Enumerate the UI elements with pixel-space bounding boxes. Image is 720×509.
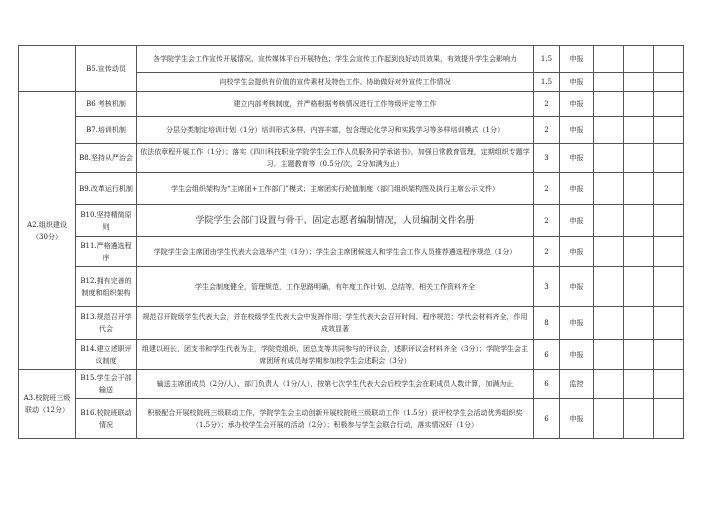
table-row: [19, 399, 684, 439]
score-cell: 2: [534, 205, 560, 237]
blank-cell: [594, 370, 624, 399]
category-cell: A3.校院班三级联动（12分）: [19, 370, 76, 439]
score-cell: 2: [534, 237, 560, 267]
blank-cell: [654, 267, 684, 307]
blank-cell: [594, 173, 624, 205]
table-row: [19, 92, 684, 117]
method-cell: 申报: [560, 173, 594, 205]
blank-cell: [624, 117, 654, 144]
blank-cell: [594, 73, 624, 92]
blank-cell: [624, 237, 654, 267]
table-row: [19, 307, 684, 340]
method-cell: 申报: [560, 117, 594, 144]
blank-cell: [624, 46, 654, 73]
blank-cell: [594, 340, 624, 370]
blank-cell: [654, 173, 684, 205]
item-cell: B16.校院班联动情况: [76, 399, 137, 439]
score-cell: 3: [534, 267, 560, 307]
blank-cell: [624, 205, 654, 237]
criteria-cell: 各学院学生会工作宣传开展情况、宣传媒体平台开展特色；学生会宣传工作起到良好动员效果，有效提升学生会影响力: [137, 46, 534, 73]
score-cell: 2: [534, 117, 560, 144]
criteria-cell: 向校学生会提供有价值的宣传素材及特色工作、协助做好对外宣传工作情况: [137, 73, 534, 92]
blank-cell: [594, 92, 624, 117]
score-cell: 2: [534, 173, 560, 205]
blank-cell: [654, 73, 684, 92]
category-cell: [19, 46, 76, 92]
item-cell: B11.严格遴选程序: [76, 237, 137, 267]
method-cell: 申报: [560, 92, 594, 117]
score-cell: 8: [534, 307, 560, 340]
table-row: [19, 144, 684, 173]
blank-cell: [624, 340, 654, 370]
method-cell: 监控: [560, 370, 594, 399]
blank-cell: [624, 307, 654, 340]
item-cell: B6 考核机制: [76, 92, 137, 117]
table-row: [19, 237, 684, 267]
evaluation-table: [18, 45, 684, 439]
blank-cell: [654, 117, 684, 144]
score-cell: 6: [534, 399, 560, 439]
blank-cell: [654, 307, 684, 340]
blank-cell: [654, 205, 684, 237]
table-row: [19, 173, 684, 205]
blank-cell: [654, 340, 684, 370]
item-cell: B7.培训机制: [76, 117, 137, 144]
blank-cell: [654, 370, 684, 399]
blank-cell: [624, 267, 654, 307]
blank-cell: [654, 46, 684, 73]
criteria-cell: 依法依章程开展工作（1分）；落实《四川科技职业学院学生会工作人员服务同学承诺书》，加强日常教育管理，定期组织专题学习、主题教育等（0.5分/次，2分加满为止）: [137, 144, 534, 173]
item-cell: B13.规范召开学代会: [76, 307, 137, 340]
blank-cell: [624, 92, 654, 117]
criteria-cell: 分层分类制定培训计划（1分）培训形式多样，内容丰富，包含理论化学习和实践学习等多样培训模式（1分）: [137, 117, 534, 144]
method-cell: 申报: [560, 340, 594, 370]
blank-cell: [594, 307, 624, 340]
item-cell: B15.学生会干部输送: [76, 370, 137, 399]
category-cell: A2.组织建设（30分）: [19, 92, 76, 370]
criteria-cell: 积极配合开展校院班三级联动工作，学院学生会主动创新开展校院班三级联动工作（1.5分）获评校学生会活动优秀组织奖（1.5分）；承办校学生会开展的活动（2分）；积极参与学生会联合行动，落实情况好（1分）: [137, 399, 534, 439]
criteria-cell: 规范召开院级学生代表大会，并在校级学生代表大会中发挥作用；学生代表大会召开时间、程序规范；学代会材料齐全，作用成效显著: [137, 307, 534, 340]
item-cell: B12.拥有完善的制度和组织架构: [76, 267, 137, 307]
score-cell: 3: [534, 144, 560, 173]
score-cell: 1.5: [534, 73, 560, 92]
method-cell: 申报: [560, 267, 594, 307]
method-cell: 申报: [560, 307, 594, 340]
method-cell: 申报: [560, 73, 594, 92]
blank-cell: [654, 399, 684, 439]
blank-cell: [654, 144, 684, 173]
criteria-cell: 学院学生会主席团由学生代表大会选举产生（1分）；学生会主席团候选人和学生会工作人员推荐遴选程序规范（1分）: [137, 237, 534, 267]
item-cell: B5.宣传动员: [76, 46, 137, 92]
score-cell: 6: [534, 340, 560, 370]
method-cell: 申报: [560, 205, 594, 237]
criteria-cell: 学生会制度健全，管理规范，工作思路明确，有年度工作计划、总结等，相关工作资料齐全: [137, 267, 534, 307]
table-row: [19, 117, 684, 144]
criteria-cell: 组建以班长、团支书和学生代表为主，学院党组织、团总支等共同参与的评议会，述职评议会材料齐全（3分）；学院学生会主席团所有成员每学期参加校学生会述职会（3分）: [137, 340, 534, 370]
item-cell: B10.坚持精简原则: [76, 205, 137, 237]
table-row: [19, 340, 684, 370]
criteria-cell: 学生会组织架构为“主席团+工作部门”模式；主席团实行轮值制度（部门组织架构图及执行主席公示文件）: [137, 173, 534, 205]
score-cell: 2: [534, 92, 560, 117]
blank-cell: [594, 399, 624, 439]
table-row: [19, 370, 684, 399]
blank-cell: [594, 237, 624, 267]
method-cell: 申报: [560, 144, 594, 173]
blank-cell: [624, 73, 654, 92]
criteria-cell: 建立内部考核制度，并严格根据考核情况进行工作等级评定等工作: [137, 92, 534, 117]
score-cell: 6: [534, 370, 560, 399]
blank-cell: [594, 117, 624, 144]
method-cell: 申报: [560, 237, 594, 267]
blank-cell: [594, 205, 624, 237]
item-cell: B9.改革运行机制: [76, 173, 137, 205]
blank-cell: [594, 144, 624, 173]
blank-cell: [624, 370, 654, 399]
blank-cell: [654, 92, 684, 117]
blank-cell: [624, 399, 654, 439]
blank-cell: [594, 267, 624, 307]
item-cell: B14.建立述职评议制度: [76, 340, 137, 370]
blank-cell: [624, 144, 654, 173]
blank-cell: [654, 237, 684, 267]
blank-cell: [624, 173, 654, 205]
table-row: [19, 267, 684, 307]
table-row: [19, 46, 684, 73]
criteria-cell: 输送主席团成员（2分/人）、部门负责人（1分/人），按第七次学生代表大会后校学生会在职成员人数计算，加满为止: [137, 370, 534, 399]
method-cell: 申报: [560, 399, 594, 439]
method-cell: 申报: [560, 46, 594, 73]
score-cell: 1.5: [534, 46, 560, 73]
table-row: [19, 205, 684, 237]
item-cell: B8.坚持从严治会: [76, 144, 137, 173]
blank-cell: [594, 46, 624, 73]
criteria-cell: 学院学生会部门设置与骨干、固定志愿者编制情况，人员编制文件名册: [137, 205, 534, 237]
